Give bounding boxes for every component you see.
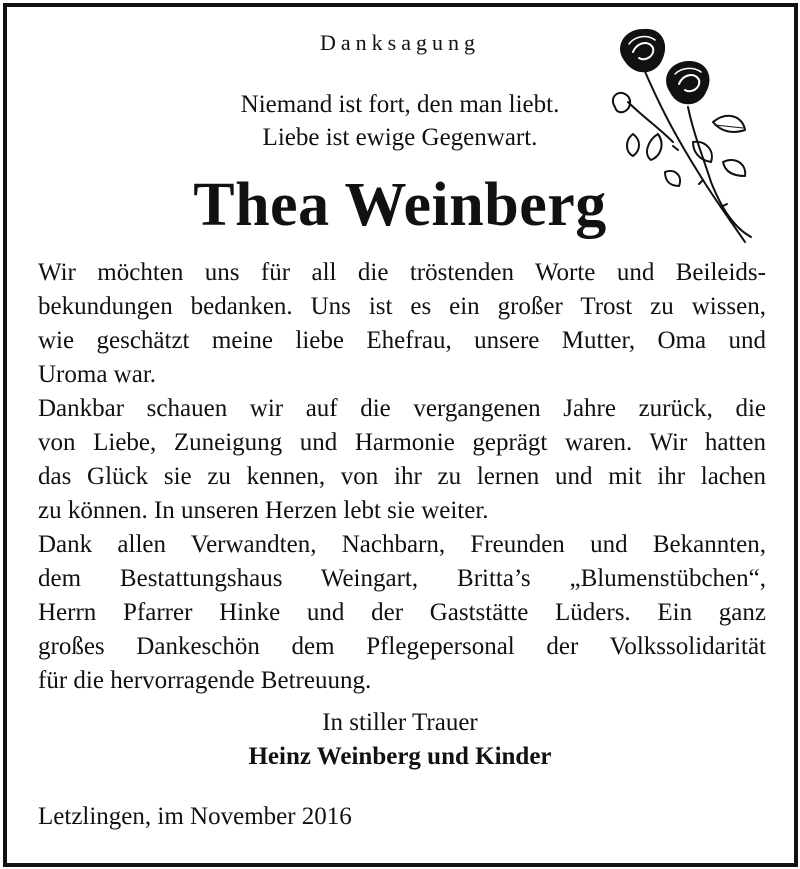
signature: Heinz Weinberg und Kinder: [248, 743, 552, 770]
body-line: das Glück sie zu kennen, von ihr zu lernen und mit ihr lachen: [38, 463, 766, 490]
place-and-date: Letzlingen, im November 2016: [38, 803, 352, 830]
notice-heading: Danksagung: [320, 30, 480, 55]
body-line: Uroma war.: [38, 361, 157, 388]
closing-line: In stiller Trauer: [322, 709, 478, 736]
body-line: großes Dankeschön dem Pflegepersonal der Volkssolidarität: [38, 633, 766, 660]
body-line: Dank allen Verwandten, Nachbarn, Freunden und Bekannten,: [38, 531, 766, 558]
thank-you-text: [38, 256, 766, 698]
body-line: Wir möchten uns für all die tröstenden Worte und Beileids-: [38, 259, 766, 286]
closing: [0, 706, 800, 774]
body-line: Herrn Pfarrer Hinke und der Gaststätte Lüders. Ein ganz: [38, 599, 766, 626]
body-line: für die hervorragende Betreuung.: [38, 667, 372, 694]
motto-line-2: Liebe ist ewige Gegenwart.: [262, 124, 538, 151]
roses-icon: [603, 22, 763, 247]
body-line: dem Bestattungshaus Weingart, Britta’s „Blumenstübchen“,: [38, 565, 766, 592]
body-line: wie geschätzt meine liebe Ehefrau, unsere Mutter, Oma und: [38, 327, 766, 354]
body-line: Dankbar schauen wir auf die vergangenen Jahre zurück, die: [38, 395, 766, 422]
motto-line-1: Niemand ist fort, den man liebt.: [240, 91, 560, 118]
body-line: zu können. In unseren Herzen lebt sie weiter.: [38, 497, 489, 524]
body-line: von Liebe, Zuneigung und Harmonie geprägt waren. Wir hatten: [38, 429, 766, 456]
deceased-name: Thea Weinberg: [193, 171, 607, 239]
body-line: bekundungen bedanken. Uns ist es ein großer Trost zu wissen,: [38, 293, 766, 320]
